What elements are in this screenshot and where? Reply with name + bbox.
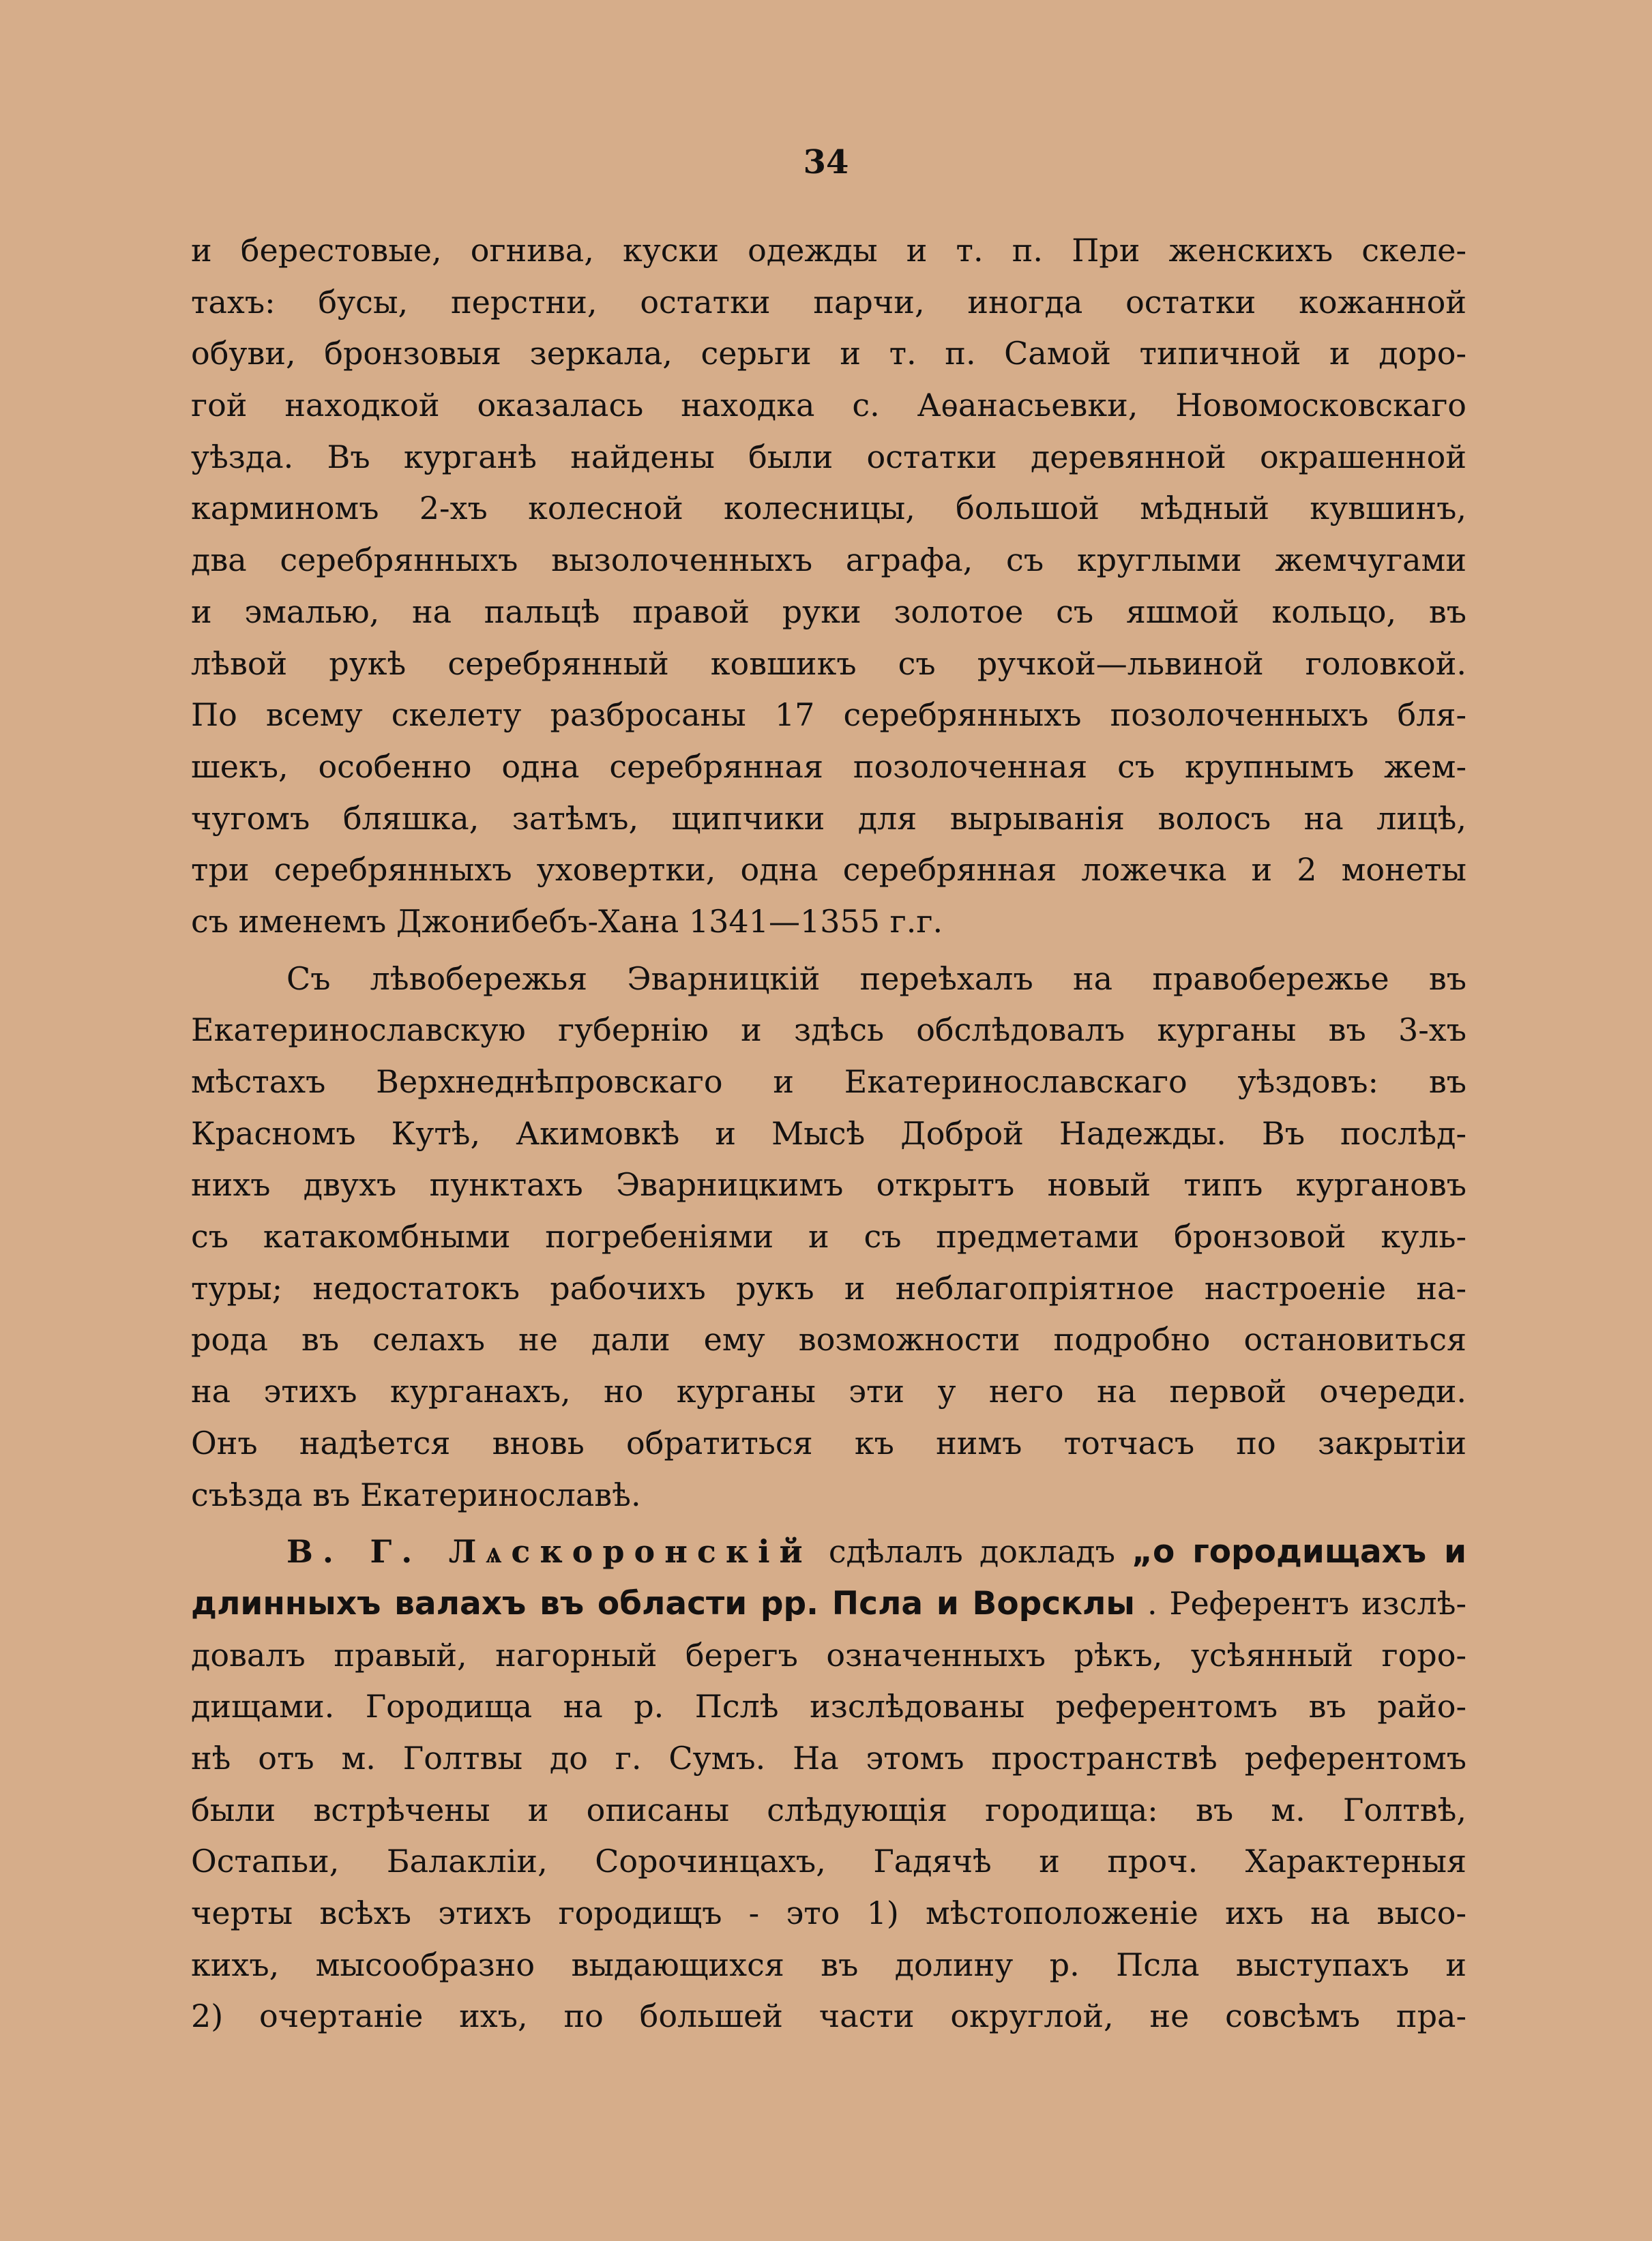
lead-text: сдѣлалъ докладъ	[828, 1533, 1115, 1571]
text-line: лѣвой рукѣ серебрянный ковшикъ съ ручкой—львиной головкой.	[191, 644, 1466, 682]
text-line	[191, 1526, 1466, 1578]
text-line: съ катакомбными погребеніями и съ предметами бронзовой куль-	[191, 1218, 1466, 1256]
after-title-text: . Референтъ изслѣ-	[1147, 1584, 1466, 1622]
text-line: чугомъ бляшка, затѣмъ, щипчики для вырыванія волосъ на лицѣ,	[191, 799, 1466, 837]
text-line: нихъ двухъ пунктахъ Эварницкимъ открытъ новый типъ кургановъ	[191, 1166, 1466, 1204]
text-line: тахъ: бусы, перстни, остатки парчи, иногда остатки кожанной	[191, 283, 1466, 321]
report-title-part-1: „о городищахъ и	[1132, 1533, 1466, 1571]
text-line: туры; недостатокъ рабочихъ рукъ и неблагопріятное настроеніе на-	[191, 1269, 1466, 1307]
text-line: шекъ, особенно одна серебрянная позолоченная съ крупнымъ жем-	[191, 747, 1466, 785]
text-line: 2) очертаніе ихъ, по большей части округлой, не совсѣмъ пра-	[191, 1998, 1466, 2035]
text-line: карминомъ 2-хъ колесной колесницы, большой мѣдный кувшинъ,	[191, 490, 1466, 527]
text-line: довалъ правый, нагорный берегъ означенныхъ рѣкъ, усѣянный горо-	[191, 1636, 1466, 1674]
text-line: обуви, бронзовыя зеркала, серьги и т. п. Самой типичной и доро-	[191, 335, 1466, 372]
text-line: уѣзда. Въ курганѣ найдены были остатки деревянной окрашенной	[191, 438, 1466, 475]
text-line: два серебрянныхъ вызолоченныхъ аграфа, съ круглыми жемчугами	[191, 541, 1466, 579]
paragraph-2	[191, 953, 1466, 1522]
text-line: на этихъ курганахъ, но курганы эти у него на первой очереди.	[191, 1373, 1466, 1410]
paragraph-3	[191, 1526, 1466, 2043]
paragraph-1	[191, 225, 1466, 948]
text-line: Красномъ Кутѣ, Акимовкѣ и Мысѣ Доброй Надежды. Въ послѣд-	[191, 1114, 1466, 1152]
text-line: Остапьи, Балакліи, Сорочинцахъ, Гадячѣ и проч. Характерныя	[191, 1843, 1466, 1880]
text-line: мѣстахъ Верхнеднѣпровскаго и Екатеринославскаго уѣздовъ: въ	[191, 1063, 1466, 1100]
report-title-part-2: длинныхъ валахъ въ области рр. Псла и Ворсклы	[191, 1584, 1135, 1622]
text-line: рода въ селахъ не дали ему возможности подробно остановиться	[191, 1321, 1466, 1359]
text-line: съѣзда въ Екатеринославѣ.	[191, 1476, 641, 1513]
text-line: и эмалью, на пальцѣ правой руки золотое съ яшмой кольцо, въ	[191, 593, 1466, 630]
text-line: и берестовые, огнива, куски одежды и т. п. При женскихъ скеле-	[191, 232, 1466, 269]
speaker-name: В. Г. Лѧскоронскій	[286, 1533, 812, 1571]
text-line: кихъ, мысообразно выдающихся въ долину р. Псла выступахъ и	[191, 1946, 1466, 1983]
text-line: гой находкой оказалась находка с. Аѳанасьевки, Новомосковскаго	[191, 387, 1466, 424]
text-line	[191, 1578, 1466, 1630]
text-line: три серебрянныхъ уховертки, одна серебрянная ложечка и 2 монеты	[191, 851, 1466, 889]
text-line: Онъ надѣется вновь обратиться къ нимъ тотчасъ по закрытіи	[191, 1424, 1466, 1461]
text-line: дищами. Городища на р. Пслѣ изслѣдованы референтомъ въ райо-	[191, 1688, 1466, 1725]
text-line: Екатеринославскую губернію и здѣсь обслѣдовалъ курганы въ 3-хъ	[191, 1011, 1466, 1049]
text-line: Съ лѣвобережья Эварницкій переѣхалъ на правобережье въ	[286, 960, 1466, 997]
text-line: были встрѣчены и описаны слѣдующія городища: въ м. Голтвѣ,	[191, 1791, 1466, 1828]
text-line: нѣ отъ м. Голтвы до г. Сумъ. На этомъ пространствѣ референтомъ	[191, 1739, 1466, 1777]
text-line: черты всѣхъ этихъ городищъ - это 1) мѣстоположеніе ихъ на высо-	[191, 1895, 1466, 1931]
text-line: съ именемъ Джонибебъ-Хана 1341—1355 г.г.	[191, 902, 943, 940]
page-number: 34	[803, 143, 849, 181]
body-text	[191, 225, 1466, 2048]
text-line: По всему скелету разбросаны 17 серебрянныхъ позолоченныхъ бля-	[191, 696, 1466, 734]
